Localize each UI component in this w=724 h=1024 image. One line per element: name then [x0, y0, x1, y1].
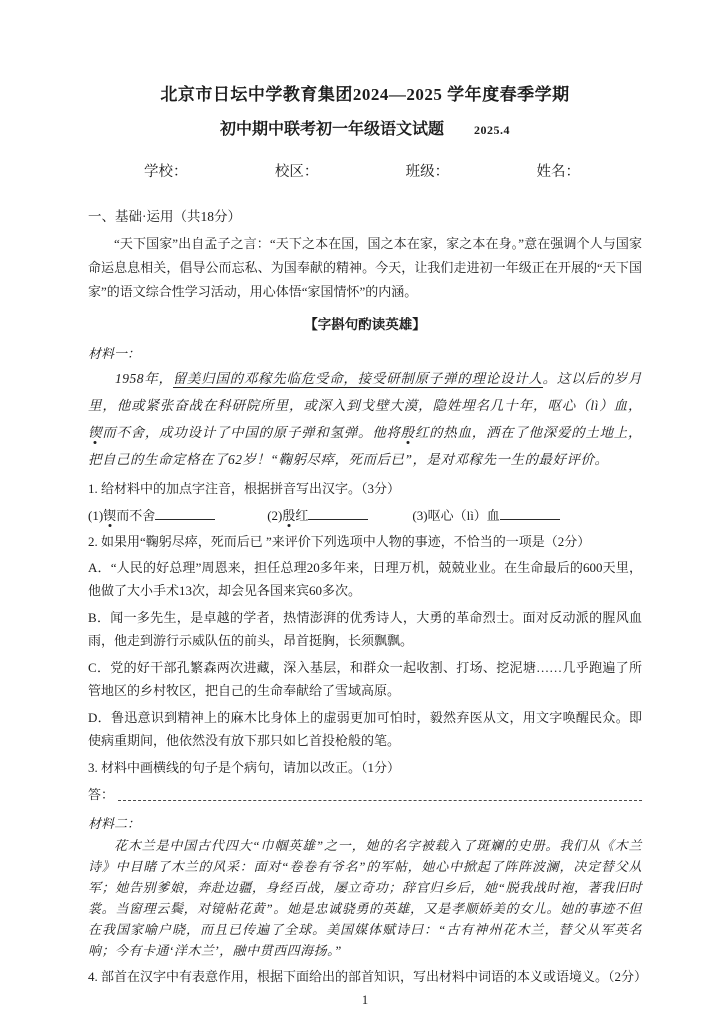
item2-word: 殷红: [282, 508, 309, 523]
campus-field-label: 校区：: [274, 164, 319, 180]
question1-item2: [267, 505, 368, 526]
question2-stem: 2. 如果用“鞠躬尽瘁，死而后已 ”来评价下列选项中人物的事迹，不恰当的一项是（2分）: [88, 534, 591, 549]
option-b-label: B．: [88, 610, 111, 625]
question1-item1: [88, 505, 215, 526]
option-a-label: A．: [88, 560, 111, 575]
item1-answer-blank: [155, 505, 215, 520]
question4-stem: 4. 部首在汉字中有表意作用，根据下面给出的部首知识，写出材料中词语的本义或语境义。（2分）: [88, 969, 648, 984]
option-c-text: 党的好干部孔繁森两次进藏，深入基层，和群众一起收割、打场、挖泥塘……几乎跑遍了所管地区的乡村牧区，把自己的生命奉献给了雪域高原。: [88, 660, 642, 698]
item1-word: 锲而不舍: [103, 508, 156, 523]
option-d-label: D．: [88, 710, 111, 725]
item3-word: 呕心（lì）血: [427, 508, 500, 523]
answer-dashed-line: [118, 800, 642, 801]
item2-answer-blank: [308, 505, 368, 520]
item3-number: (3): [412, 508, 428, 523]
question1-stem: 1. 给材料中的加点字注音，根据拼音写出汉字。（3分）: [88, 481, 401, 496]
option-a-text: “人民的好总理”周恩来，担任总理20多年来，日理万机，兢兢业业。在生命最后的600天里，他做了大小手术13次，却会见各国来宾60多次。: [88, 560, 642, 598]
section1-heading: 一、基础·运用（共18分）: [88, 209, 241, 224]
student-info-row: [88, 163, 642, 182]
paper-date: 2025.4: [474, 123, 510, 137]
item1-number: (1): [88, 508, 104, 523]
school-field-label: 学校：: [144, 164, 188, 180]
question2-option-d: [88, 706, 642, 752]
question3-stem: 3. 材料中画横线的句子是个病句，请加以改正。（1分）: [88, 760, 401, 775]
paper-subtitle: 初中期中联考初一年级语文试题: [219, 121, 444, 138]
question2-option-b: [88, 606, 642, 652]
question2-option-c: [88, 656, 642, 702]
question1-items: [88, 505, 642, 526]
section1-intro-paragraph: “天下国家”出自孟子之言：“天下之本在国，国之本在家，家之本在身。”意在强调个人与国家命运息息相关，倡导公而忘私、为国奉献的精神。今天，让我们走进初一年级正在开展的“天下国家”的语文综合性学习活动，用心体悟“家国情怀”的内涵。: [88, 236, 642, 299]
question3-answer-row: [88, 786, 642, 804]
answer-label: 答：: [88, 787, 115, 802]
material1-label: 材料一：: [88, 346, 141, 361]
material2-paragraph: 花木兰是中国古代四大“巾帼英雄”之一，她的名字被载入了斑斓的史册。我们从《木兰诗》中目睹了木兰的风采：面对“卷卷有爷名”的军帖，她心中掀起了阵阵波澜，决定替父从军；她告别爹娘，奔赴边疆，身经百战，屡立奇功；辞官归乡后，她“脱我战时袍，著我旧时裳。当窗理云鬓，对镜帖花黄”。她是忠诚骁勇的英雄，又是孝顺娇美的女儿。她的事迹不但在我国家喻户晓，而且已传遍了全球。美国媒体赋诗曰：“古有神州花木兰，替父从军英名响；今有卡通‘洋木兰’，融中贯西四海扬。”: [88, 838, 642, 958]
subsection-heading: 【字斟句酌读英雄】: [304, 317, 426, 332]
item2-number: (2): [267, 508, 283, 523]
paper-title-line1: 北京市日坛中学教育集团2024—2025 学年度春季学期: [160, 85, 570, 104]
question2-option-a: [88, 556, 642, 602]
material1-paragraph: 1958年，留美归国的邓稼先临危受命，接受研制原子弹的理论设计人。这以后的岁月里，他或紧张奋战在科研院所里，或深入到戈壁大漠，隐姓埋名几十年，呕心（lì）血，锲而不舍，成功设计了中国的原子弹和氢弹。他将殷红的热血，洒在了他深爱的土地上，把自己的生命定格在了62岁！“鞠躬尽瘁，死而后已”，是对邓稼先一生的最好评价。: [88, 371, 643, 467]
option-d-text: 鲁迅意识到精神上的麻木比身体上的虚弱更加可怕时，毅然弃医从文，用文字唤醒民众。即使病重期间，他依然没有放下那只如匕首投枪般的笔。: [88, 710, 642, 748]
item3-answer-blank: [500, 505, 560, 520]
option-c-label: C．: [88, 660, 111, 675]
material2-label: 材料二：: [88, 816, 141, 831]
paper-title-line2: [88, 119, 642, 141]
question1-item3: [412, 505, 559, 526]
page-number: 1: [361, 993, 369, 1007]
name-field-label: 姓名：: [536, 164, 580, 180]
option-b-text: 闻一多先生，是卓越的学者，热情澎湃的优秀诗人，大勇的革命烈士。面对反动派的腥风血雨，他走到游行示威队伍的前头，昂首挺胸，长须飘飘。: [88, 610, 642, 648]
class-field-label: 班级：: [405, 164, 450, 180]
